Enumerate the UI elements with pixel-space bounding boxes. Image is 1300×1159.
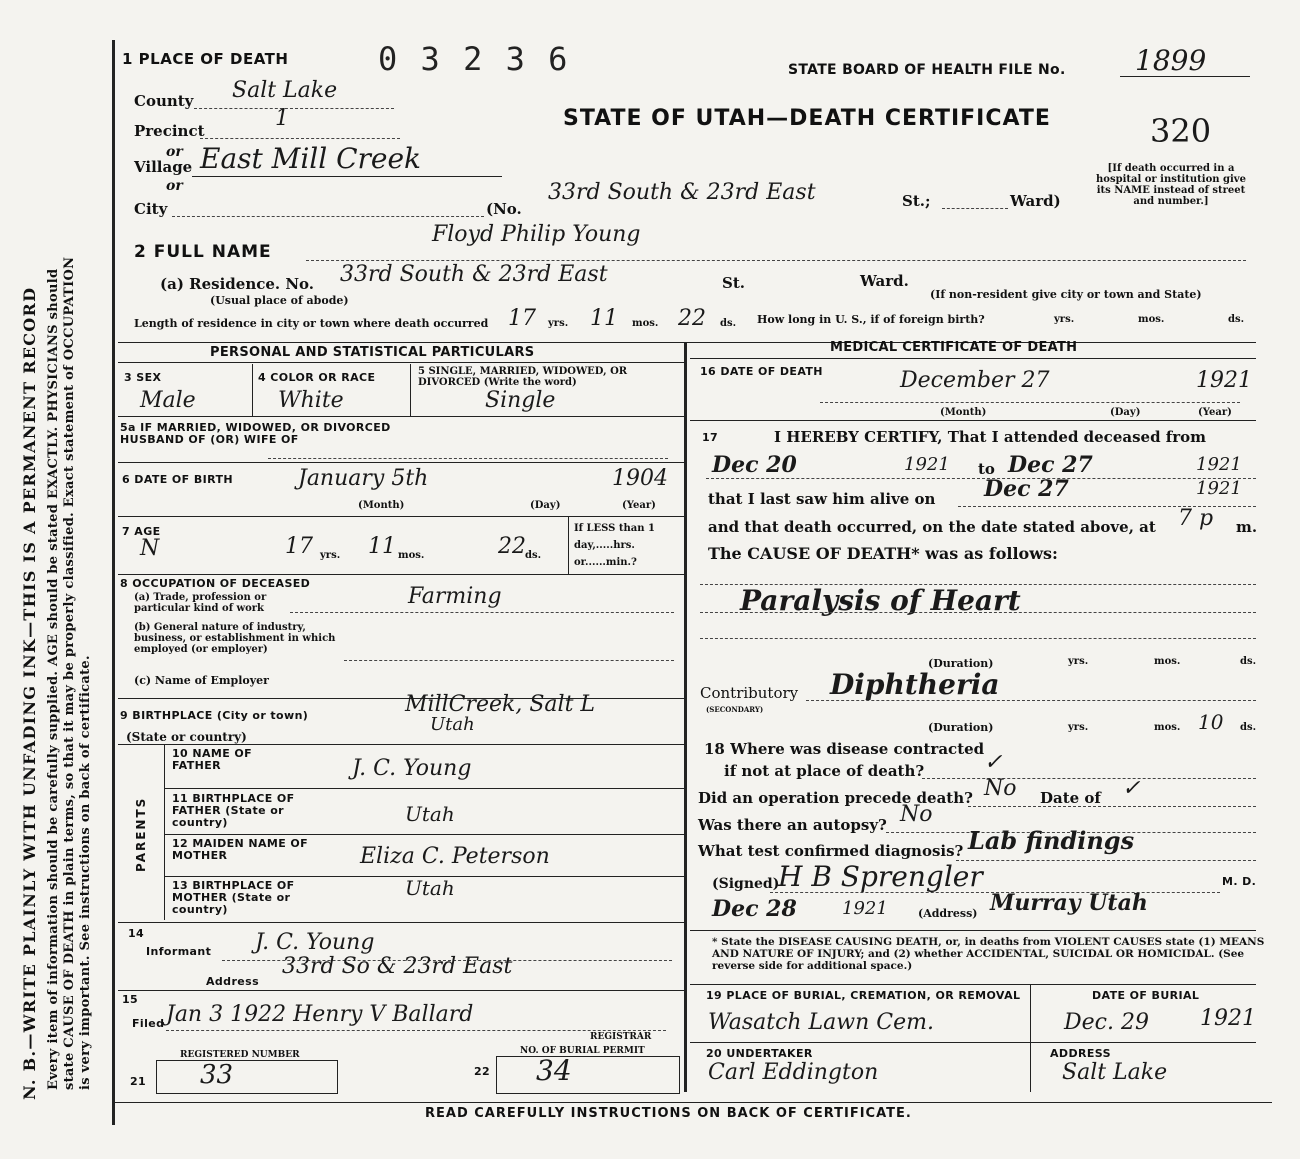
city-label: City <box>134 200 168 218</box>
occupation-label: 8 OCCUPATION OF DECEASED <box>120 577 311 590</box>
medical-heading: MEDICAL CERTIFICATE OF DEATH <box>830 340 1078 355</box>
registered-number-label: REGISTERED NUMBER <box>180 1050 300 1060</box>
age-yrs-value: 17 <box>285 534 313 559</box>
row-line-8 <box>118 990 684 991</box>
age-ds-label: ds. <box>525 550 542 561</box>
occupation-b-line <box>344 660 674 661</box>
medical-heading-line <box>690 358 1256 359</box>
section-top-line <box>118 342 1256 343</box>
spouse-label: 5a IF MARRIED, WIDOWED, OR DIVORCED HUSBAND OF (OR) WIFE OF <box>120 421 391 446</box>
contributory-value: Diphtheria <box>830 668 1000 701</box>
test-label: What test confirmed diagnosis? <box>698 842 964 860</box>
full-name-line <box>306 260 1246 261</box>
last-saw-label: that I last saw him alive on <box>708 490 936 508</box>
test-value: Lab findings <box>968 826 1135 855</box>
contributory-line <box>806 700 1256 701</box>
age-yrs-label: yrs. <box>320 550 341 561</box>
certificate-number: 0 3 2 3 6 <box>378 40 570 78</box>
dob-day-label: (Day) <box>530 500 561 511</box>
margin-main-text: N. B.—WRITE PLAINLY WITH UNFADING INK—THIS IS A PERMANENT RECORD <box>20 286 39 1100</box>
birthplace-value: MillCreek, Salt L <box>405 692 596 717</box>
margin-instruction-1: Every item of information should be carefully supplied. AGE should be stated EXACTLY. PHYSICIANS should <box>46 268 61 1090</box>
occupation-line <box>290 612 674 613</box>
contrib-yrs-label: yrs. <box>1068 722 1089 733</box>
dod-month-label: (Month) <box>940 407 987 418</box>
residence-st: St. <box>722 274 745 292</box>
cause-label: The CAUSE OF DEATH* was as follows: <box>708 544 1058 563</box>
birthplace-state-value: Utah <box>430 714 475 735</box>
color-marital-divider <box>410 364 411 416</box>
length-yrs-value: 17 <box>508 306 536 331</box>
date-of-death-year: 1921 <box>1196 368 1252 393</box>
certify-text: I HEREBY CERTIFY, That I attended deceased from <box>774 428 1207 446</box>
city-no-label: (No. <box>486 200 522 218</box>
precinct-label: Precinct <box>134 122 205 140</box>
color-value: White <box>278 388 344 413</box>
medical-row-line-note <box>690 984 1256 985</box>
burial-place-label: 19 PLACE OF BURIAL, CREMATION, OR REMOVAL <box>706 989 1021 1002</box>
contrib-mos-label: mos. <box>1154 722 1181 733</box>
filed-line <box>166 1030 666 1031</box>
village-label: Village <box>134 158 193 176</box>
signature-date-value: Dec 28 <box>712 896 797 922</box>
footer-instructions: READ CAREFULLY INSTRUCTIONS ON BACK OF CERTIFICATE. <box>425 1106 912 1121</box>
date-of-value: ✓ <box>1122 776 1141 801</box>
center-divider <box>684 342 687 1092</box>
father-label: 10 NAME OF FATHER <box>172 747 253 772</box>
father-birthplace-value: Utah <box>405 802 455 826</box>
length-ds-value: 22 <box>678 306 706 331</box>
age-less-divider <box>568 516 569 574</box>
registrar-label: REGISTRAR <box>590 1032 652 1042</box>
row-line-1 <box>118 416 684 417</box>
city-address-value: 33rd South & 23rd East <box>548 180 816 205</box>
dob-year-label: (Year) <box>622 500 656 511</box>
test-line <box>956 860 1256 861</box>
autopsy-label: Was there an autopsy? <box>698 816 887 834</box>
frame-bottom <box>112 1102 1272 1103</box>
registered-number-value: 33 <box>200 1060 234 1090</box>
filed-number: 15 <box>122 993 139 1006</box>
dod-year-label: (Year) <box>1198 407 1232 418</box>
foreign-mos-label: mos. <box>1138 314 1165 325</box>
autopsy-value: No <box>900 802 933 827</box>
file-number-value: 1899 <box>1135 44 1207 77</box>
medical-row-line-burial <box>690 1042 1256 1043</box>
signature-address-value: Murray Utah <box>990 890 1148 916</box>
city-ward-label: Ward) <box>1010 192 1061 210</box>
sex-label: 3 SEX <box>124 371 162 384</box>
county-label: County <box>134 92 194 110</box>
attended-to-year: 1921 <box>1196 454 1242 475</box>
length-mos-label: mos. <box>632 318 659 329</box>
medical-row-line-sign <box>690 930 1256 931</box>
registered-number-box <box>156 1060 338 1094</box>
file-number-label: STATE BOARD OF HEALTH FILE No. <box>788 62 1066 78</box>
medical-row-line-1 <box>690 420 1256 421</box>
certificate-title: STATE OF UTAH—DEATH CERTIFICATE <box>563 106 1051 131</box>
date-of-death-label: 16 DATE OF DEATH <box>700 365 823 378</box>
file-number-line <box>1120 76 1250 77</box>
attended-to-label: to <box>978 460 995 478</box>
ward-line <box>942 208 1008 209</box>
village-line <box>192 176 502 177</box>
filed-label: Filed <box>132 1017 165 1030</box>
birthplace-label: 9 BIRTHPLACE (City or town) <box>120 709 309 722</box>
not-place-label: if not at place of death? <box>724 762 925 780</box>
burial-place-value: Wasatch Lawn Cem. <box>708 1010 934 1035</box>
less-than-label: If LESS than 1 day,.....hrs. or......min.? <box>574 523 655 568</box>
county-value: Salt Lake <box>232 78 338 103</box>
marital-value: Single <box>485 388 556 413</box>
undertaker-address-label: ADDRESS <box>1050 1047 1111 1060</box>
row-line-4 <box>118 574 684 575</box>
not-place-value: ✓ <box>984 750 1003 775</box>
undertaker-value: Carl Eddington <box>708 1060 879 1085</box>
father-value: J. C. Young <box>352 756 472 781</box>
residence-ward: Ward. <box>860 272 909 290</box>
informant-address-value: 33rd So & 23rd East <box>282 954 513 979</box>
length-ds-label: ds. <box>720 318 737 329</box>
foreign-ds-label: ds. <box>1228 314 1245 325</box>
age-ds-value: 22 <box>498 534 526 559</box>
contributory-label: Contributory <box>700 684 799 702</box>
burial-year-value: 1921 <box>1200 1006 1256 1031</box>
death-time-label: and that death occurred, on the date stated above, at <box>708 518 1156 536</box>
signature-address-label: (Address) <box>918 907 978 920</box>
mother-birthplace-value: Utah <box>405 876 455 900</box>
cause-duration-label: (Duration) <box>928 657 994 670</box>
occupation-a-label: (a) Trade, profession or particular kind of work <box>134 592 267 614</box>
cause-note: * State the DISEASE CAUSING DEATH, or, in deaths from VIOLENT CAUSES state (1) MEANS AND NATURE OF INJURY; and (2) whether ACCIDENTAL, SUICIDAL OR HOMICIDAL. (See reverse side for additional space.) <box>712 936 1265 972</box>
margin-instruction-2: state CAUSE OF DEATH in plain terms, so that it may be properly classified. Exact statement of OCCUPATION <box>62 256 77 1090</box>
sex-color-divider <box>252 364 253 416</box>
village-value: East Mill Creek <box>200 142 422 175</box>
occupation-value: Farming <box>408 584 502 609</box>
last-saw-year: 1921 <box>1196 478 1242 499</box>
contrib-ds-label: ds. <box>1240 722 1257 733</box>
signed-value: H B Sprengler <box>778 860 983 893</box>
burial-date-value: Dec. 29 <box>1064 1010 1149 1035</box>
certify-number: 17 <box>702 431 719 444</box>
length-mos-value: 11 <box>590 306 618 331</box>
margin-instruction-3: is very important. See instructions on back of certificate. <box>78 655 93 1090</box>
sex-value: Male <box>140 388 196 413</box>
full-name-label: 2 FULL NAME <box>134 242 272 262</box>
contrib-mos-value: 10 <box>1198 710 1224 734</box>
death-time-suffix: m. <box>1236 518 1258 536</box>
burial-permit-value: 34 <box>536 1054 572 1087</box>
operation-label: Did an operation precede death? <box>698 789 973 807</box>
md-label: M. D. <box>1222 875 1257 888</box>
marital-label: 5 SINGLE, MARRIED, WIDOWED, OR DIVORCED (Write the word) <box>418 366 628 388</box>
dod-day-label: (Day) <box>1110 407 1141 418</box>
undertaker-address-value: Salt Lake <box>1062 1060 1168 1085</box>
precinct-line <box>200 138 400 139</box>
burial-permit-label: NO. OF BURIAL PERMIT <box>520 1046 645 1056</box>
city-line <box>172 216 484 217</box>
contrib-duration-label: (Duration) <box>928 721 994 734</box>
filed-value: Jan 3 1922 Henry V Ballard <box>166 1002 474 1027</box>
date-of-death-value: December 27 <box>900 368 1050 393</box>
attended-to-value: Dec 27 <box>1008 452 1093 478</box>
cause-yrs-label: yrs. <box>1068 656 1089 667</box>
employer-label: (c) Name of Employer <box>134 674 269 687</box>
mother-value: Eliza C. Peterson <box>360 844 550 869</box>
operation-value: No <box>984 776 1017 801</box>
row-line-6 <box>118 744 684 745</box>
or-label-2: or <box>166 178 183 194</box>
precinct-value: 1 <box>275 106 289 131</box>
non-resident-note: (If non-resident give city or town and State) <box>930 288 1202 301</box>
place-of-death-label: 1 PLACE OF DEATH <box>122 50 289 68</box>
age-mark: N <box>140 536 160 561</box>
or-label-1: or <box>166 144 183 160</box>
personal-heading-line <box>118 362 684 363</box>
hospital-note: [If death occurred in a hospital or institution give its NAME instead of street and number.] <box>1096 163 1246 207</box>
informant-number: 14 <box>128 927 145 940</box>
spouse-line <box>268 458 668 459</box>
secondary-label: (SECONDARY) <box>706 705 764 714</box>
cause-ds-label: ds. <box>1240 656 1257 667</box>
informant-label: Informant <box>146 945 212 958</box>
disease-contracted-label: 18 Where was disease contracted <box>704 740 985 758</box>
dob-label: 6 DATE OF BIRTH <box>122 473 233 486</box>
signature-year-value: 1921 <box>842 898 888 919</box>
foreign-birth-label: How long in U. S., if of foreign birth? <box>757 313 985 326</box>
father-line <box>164 788 684 789</box>
father-birthplace-label: 11 BIRTHPLACE OF FATHER (State or country) <box>172 792 295 829</box>
age-mos-value: 11 <box>368 534 396 559</box>
dob-value: January 5th <box>298 466 429 491</box>
title-stamp: 320 <box>1150 112 1212 150</box>
birthplace-state-label: (State or country) <box>126 730 247 744</box>
mother-birthplace-label: 13 BIRTHPLACE OF MOTHER (State or country) <box>172 879 295 916</box>
parents-label: PARENTS <box>134 796 148 872</box>
last-saw-value: Dec 27 <box>984 476 1069 502</box>
death-time-value: 7 p <box>1178 506 1214 531</box>
row-line-2 <box>118 462 684 463</box>
row-line-5 <box>118 698 684 699</box>
residence-label: (a) Residence. No. <box>160 275 315 293</box>
father-bp-line <box>164 834 684 835</box>
county-line <box>194 108 394 109</box>
attended-line <box>706 478 1256 479</box>
city-st-label: St.; <box>902 192 931 210</box>
cause-line-3 <box>700 638 1256 639</box>
undertaker-label: 20 UNDERTAKER <box>706 1047 813 1060</box>
burial-date-label: DATE OF BURIAL <box>1092 989 1200 1002</box>
foreign-yrs-label: yrs. <box>1054 314 1075 325</box>
full-name-value: Floyd Philip Young <box>432 222 641 247</box>
attended-from-value: Dec 20 <box>712 452 797 478</box>
mother-label: 12 MAIDEN NAME OF MOTHER <box>172 837 309 862</box>
personal-heading: PERSONAL AND STATISTICAL PARTICULARS <box>210 345 535 360</box>
date-of-label: Date of <box>1040 789 1101 807</box>
cause-mos-label: mos. <box>1154 656 1181 667</box>
burial-permit-num: 22 <box>474 1065 491 1078</box>
row-line-3 <box>118 516 684 517</box>
informant-address-label: Address <box>206 975 260 988</box>
usual-abode-note: (Usual place of abode) <box>210 294 349 307</box>
operation-line <box>968 806 1256 807</box>
occupation-b-label: (b) General nature of industry, business, or establishment in which employed (or employer) <box>134 622 336 655</box>
registered-number-num: 21 <box>130 1075 147 1088</box>
age-mos-label: mos. <box>398 550 425 561</box>
cause-line-2 <box>700 612 1256 613</box>
not-place-line <box>922 778 1256 779</box>
burial-permit-box <box>496 1056 680 1094</box>
informant-value: J. C. Young <box>255 930 375 955</box>
attended-from-year: 1921 <box>904 454 950 475</box>
parents-divider <box>164 744 165 920</box>
row-line-7 <box>118 922 684 923</box>
signed-label: (Signed) <box>712 876 780 892</box>
dob-year-value: 1904 <box>612 466 668 491</box>
dob-month-label: (Month) <box>358 500 405 511</box>
residence-value: 33rd South & 23rd East <box>340 262 608 287</box>
length-residence-label: Length of residence in city or town where death occurred <box>134 317 489 330</box>
cause-value: Paralysis of Heart <box>740 584 1021 617</box>
frame-left <box>112 40 115 1125</box>
color-label: 4 COLOR OR RACE <box>258 371 376 384</box>
length-yrs-label: yrs. <box>548 318 569 329</box>
dod-line <box>820 402 1240 403</box>
age-label: 7 AGE <box>122 525 161 538</box>
burial-divider <box>1030 984 1031 1092</box>
